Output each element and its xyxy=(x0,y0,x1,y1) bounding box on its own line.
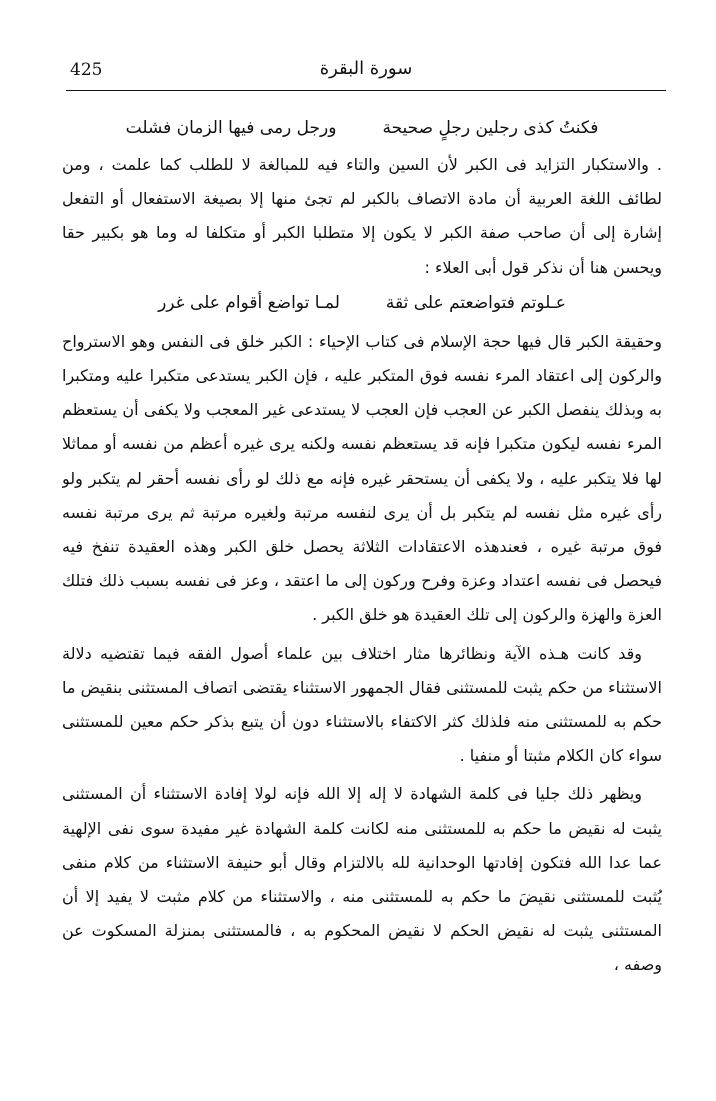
poetry-verse-2 xyxy=(62,287,662,321)
verse-2-left-hemistich: لمـا تواضع أقوام على غرر xyxy=(158,292,340,313)
surah-title: سورة البقرة xyxy=(319,58,413,79)
page-body xyxy=(62,112,662,1072)
paragraph-istithna-dispute: وقد كانت هـذه الآية ونظائرها مثار اختلاف بين علماء أصول الفقه فيما تقتضيه دلالة الاستثناء من حكم يثبت للمستثنى فقال الجمهور الاستثناء يقتضى اتصاف المستثنى بنقيض ما حكم به للمستثنى منه فلذلك كثر الاكتفاء بالاستثناء دون أن يتبع بذكر حكم معين للمستثنى سواء كان الكلام مثبتا أو منفيا . xyxy=(62,643,662,766)
page-number: 425 xyxy=(70,60,103,80)
verse-1-left-hemistich: ورجل رمى فيها الزمان فشلت xyxy=(125,118,337,138)
page-header xyxy=(66,56,666,91)
paragraph-shahada-example: ويظهر ذلك جليا فى كلمة الشهادة لا إله إلا الله فإنه لولا إفادة الاستثناء أن المستثنى يثبت له نقيض ما حكم به للمستثنى منه لكانت كلمة الشهادة غير مفيدة سوى نفى الإلهية عما عدا الله فتكون إفادتها الوحدانية لله بالالتزام وقال أبو حنيفة الاستثناء من كلام منفى يُثبت للمستثنى نقيضَ ما حكم به للمستثنى منه ، والاستثناء من كلام مثبت لا يفيد إلا أن المستثنى يثبت له نقيض الحكم لا نقيض المحكوم به ، فالمستثنى بمنزلة المسكوت عن وصفه ، xyxy=(62,784,662,975)
paragraph-kibr-definition: وحقيقة الكبر قال فيها حجة الإسلام فى كتاب الإحياء : الكبر خلق فى النفس وهو الاسترواح والركون إلى اعتقاد المرء نفسه فوق المتكبر عليه ، فإن الكبر يستدعى متكبرا عليه ومتكبرا به وبذلك ينفصل الكبر عن العجب فإن العجب لا يستدعى غير المعجب ولا يكفى أن يستعظم المرء نفسه ليكون متكبرا فإنه قد يستعظم نفسه ولكنه يرى غيره أعظم من نفسه أو مماثلا لها فلا يتكبر عليه ، ولا يكفى أن يستحقر غيره فإنه مع ذلك لو رأى نفسه أحقر لم يتكبر ولو رأى غيره مثل نفسه لم يتكبر بل أن يرى لنفسه مرتبة ولغيره مرتبة ثم يرى مرتبة نفسه فوق مرتبة غيره ، فعندهذه الاعتقادات الثلاثة يحصل خلق الكبر وهذه العقيدة تنفخ فيه فيحصل فى نفسه اعتداد وعزة وفرح وركون إلى ما اعتقد ، وعز فى نفسه بسبب ذلك فتلك العزة والهزة والركون إلى تلك العقيدة هو خلق الكبر . xyxy=(62,331,662,625)
verse-1-right-hemistich: فكنتُ كذى رجلين رجلٍ صحيحة xyxy=(382,118,599,138)
verse-2-right-hemistich: عـلوتم فتواضعتم على ثقة xyxy=(385,292,566,313)
paragraph-istikbar: . والاستكبار التزايد فى الكبر لأن السين والتاء فيه للمبالغة لا للطلب كما علمت ، ومن لطائف اللغة العربية أن مادة الاتصاف بالكبر لم تجئ منها إلا بصيغة الاستفعال أو التفعل إشارة إلى أن صاحب صفة الكبر لا يكون إلا متطلبا الكبر أو متكلفا له وما هو بكبير حقا ويحسن هنا أن نذكر قول أبى العلاء : xyxy=(62,155,662,277)
poetry-verse-1 xyxy=(62,112,662,146)
